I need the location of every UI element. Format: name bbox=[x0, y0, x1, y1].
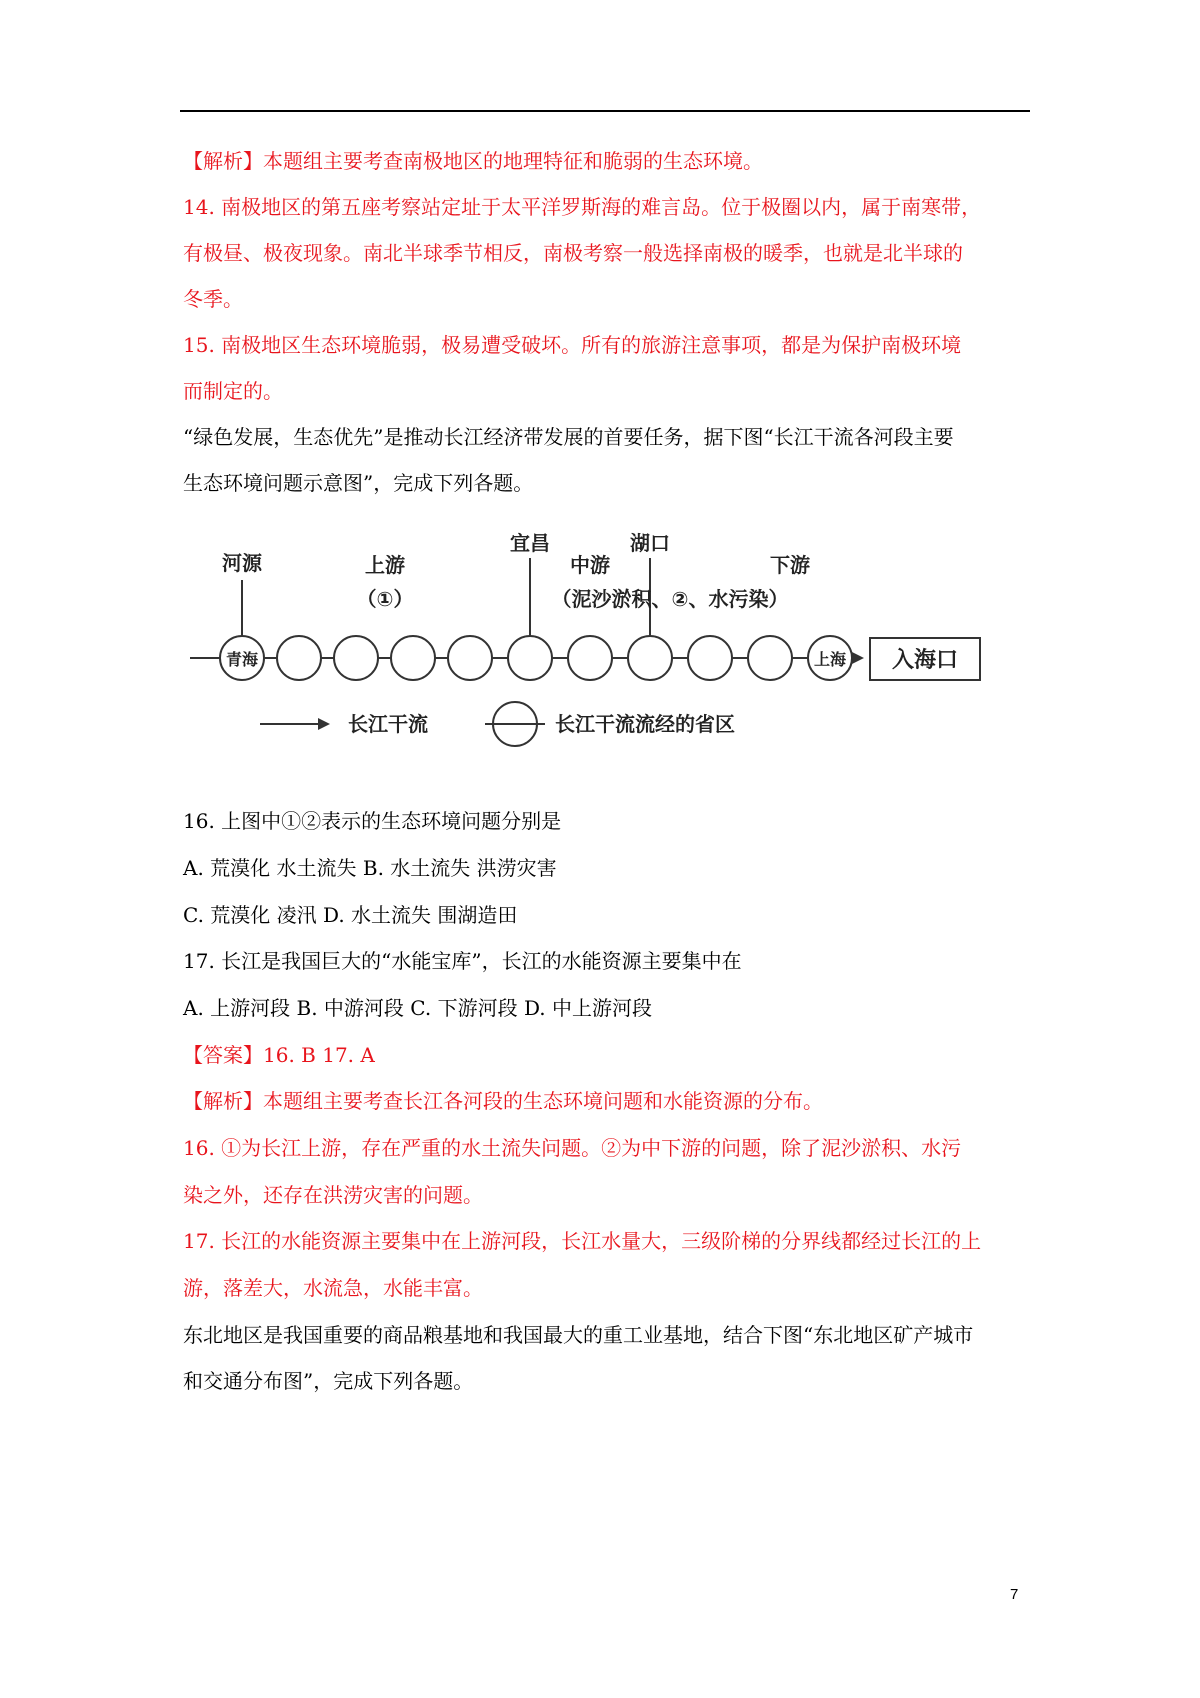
text-line: 东北地区是我国重要的商品粮基地和我国最大的重工业基地，结合下图“东北地区矿产城市 bbox=[183, 1323, 974, 1347]
province-circle bbox=[508, 636, 552, 680]
text-line: C. 荒漠化 凌汛 D. 水土流失 围湖造田 bbox=[183, 903, 518, 927]
legend-province-label: 长江干流流经的省区 bbox=[555, 712, 735, 736]
legend-river-arrow bbox=[318, 718, 330, 730]
province-circle bbox=[628, 636, 672, 680]
text-line: “绿色发展，生态优先”是推动长江经济带发展的首要任务，据下图“长江干流各河段主要 bbox=[183, 425, 954, 449]
yangtze-river-diagram bbox=[180, 528, 1020, 790]
province-circle bbox=[688, 636, 732, 680]
shanghai-label: 上海 bbox=[813, 650, 847, 669]
text-line: A. 荒漠化 水土流失 B. 水土流失 洪涝灾害 bbox=[183, 856, 557, 880]
province-circle bbox=[748, 636, 792, 680]
river-arrowhead bbox=[852, 652, 864, 664]
text-line: 16. ①为长江上游，存在严重的水土流失问题。②为中下游的问题，除了泥沙淤积、水污 bbox=[183, 1136, 962, 1160]
text-line: 16. 上图中①②表示的生态环境问题分别是 bbox=[183, 809, 562, 833]
province-circle bbox=[391, 636, 435, 680]
middle-reach-label: 中游 bbox=[570, 553, 610, 577]
text-line: 17. 长江的水能资源主要集中在上游河段，长江水量大，三级阶梯的分界线都经过长江的上 bbox=[183, 1229, 982, 1253]
source-label: 河源 bbox=[222, 551, 262, 575]
text-line: 15. 南极地区生态环境脆弱，极易遭受破坏。所有的旅游注意事项，都是为保护南极环境 bbox=[183, 333, 962, 357]
province-circle bbox=[568, 636, 612, 680]
province-circle bbox=[334, 636, 378, 680]
legend-river-label: 长江干流 bbox=[348, 712, 428, 736]
lower-reach-label: 下游 bbox=[770, 553, 810, 577]
text-line: 17. 长江是我国巨大的“水能宝库”，长江的水能资源主要集中在 bbox=[183, 949, 742, 973]
text-line: 染之外，还存在洪涝灾害的问题。 bbox=[183, 1183, 483, 1207]
province-circle bbox=[448, 636, 492, 680]
text-line: 和交通分布图”，完成下列各题。 bbox=[183, 1369, 474, 1393]
text-line: A. 上游河段 B. 中游河段 C. 下游河段 D. 中上游河段 bbox=[183, 996, 652, 1020]
province-circle bbox=[277, 636, 321, 680]
text-line: 【解析】本题组主要考查长江各河段的生态环境问题和水能资源的分布。 bbox=[183, 1089, 823, 1113]
page-number: 7 bbox=[1010, 1586, 1019, 1603]
estuary-label: 入海口 bbox=[891, 648, 959, 673]
text-line: 有极昼、极夜现象。南北半球季节相反，南极考察一般选择南极的暖季，也就是北半球的 bbox=[183, 241, 963, 265]
text-line: 【答案】16. B 17. A bbox=[183, 1043, 375, 1067]
qinghai-label: 青海 bbox=[225, 650, 259, 669]
upper-problem-label: （①） bbox=[356, 587, 414, 611]
text-line: 游，落差大，水流急，水能丰富。 bbox=[183, 1276, 483, 1300]
hukou-label: 湖口 bbox=[630, 531, 670, 555]
text-line: 冬季。 bbox=[183, 287, 243, 311]
header-rule bbox=[180, 110, 1030, 112]
text-line: 【解析】本题组主要考查南极地区的地理特征和脆弱的生态环境。 bbox=[183, 149, 763, 173]
middle-lower-problem-label: （泥沙淤积、②、水污染） bbox=[551, 587, 789, 611]
upper-reach-label: 上游 bbox=[365, 553, 405, 577]
text-line: 而制定的。 bbox=[183, 379, 283, 403]
yichang-label: 宜昌 bbox=[510, 531, 550, 555]
text-line: 生态环境问题示意图”，完成下列各题。 bbox=[183, 471, 534, 495]
text-line: 14. 南极地区的第五座考察站定址于太平洋罗斯海的难言岛。位于极圈以内，属于南寒带， bbox=[183, 195, 982, 219]
